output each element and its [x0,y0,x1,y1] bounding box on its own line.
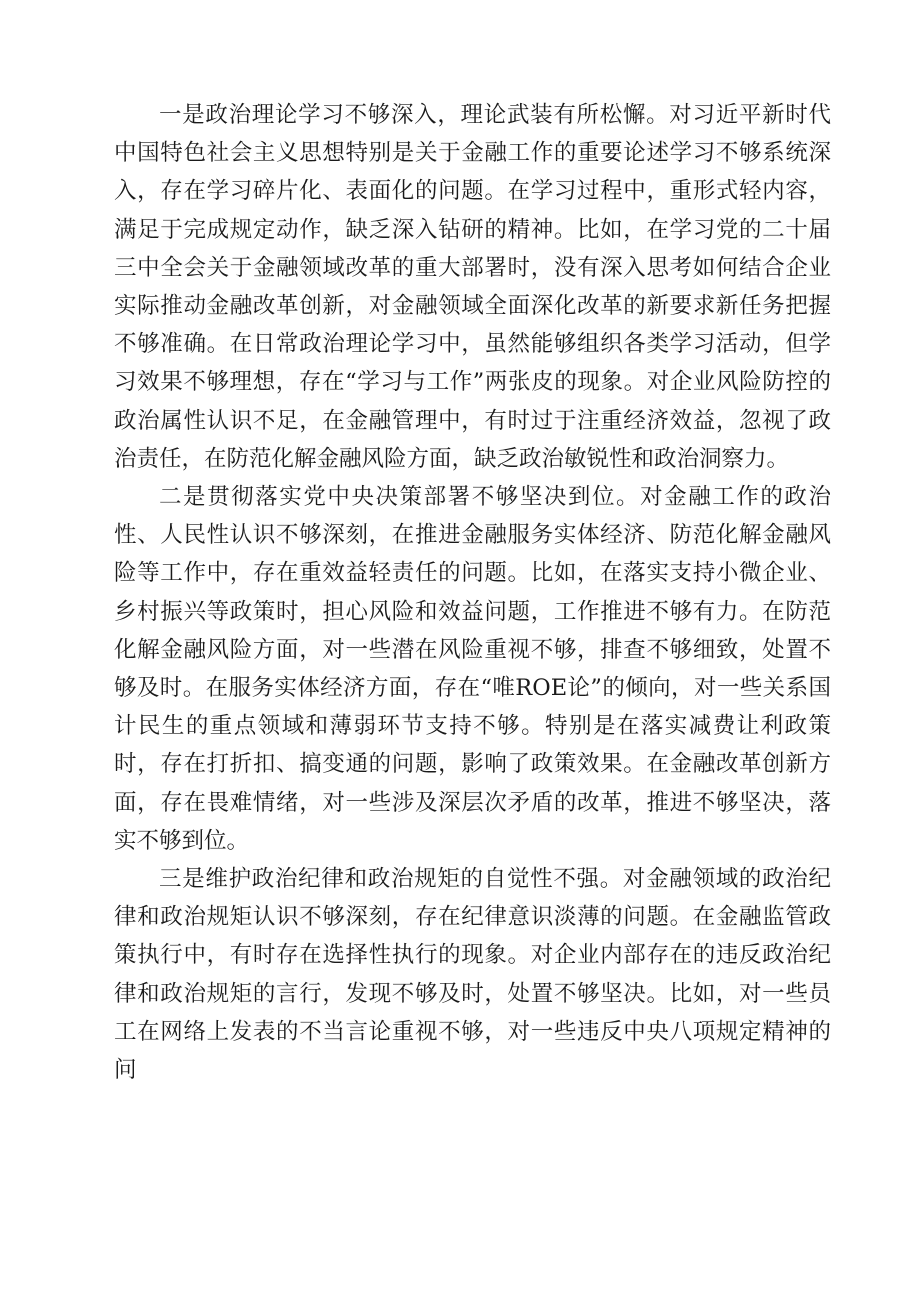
paragraph-political-discipline: 三是维护政治纪律和政治规矩的自觉性不强。对金融领域的政治纪律和政治规矩认识不够深刻，存在纪律意识淡薄的问题。在金融监管政策执行中，有时存在选择性执行的现象。对企业内部存在的违反政治纪律和政治规矩的言行，发现不够及时，处置不够坚决。比如，对一些员工在网络上发表的不当言论重视不够，对一些违反中央八项规定精神的问 [114,866,831,1084]
paragraph-implementing-central-decisions: 二是贯彻落实党中央决策部署不够坚决到位。对金融工作的政治性、人民性认识不够深刻，在推进金融服务实体经济、防范化解金融风险等工作中，存在重效益轻责任的问题。比如，在落实支持小微企业、乡村振兴等政策时，担心风险和效益问题，工作推进不够有力。在防范化解金融风险方面，对一些潜在风险重视不够，排查不够细致，处置不够及时。在服务实体经济方面，存在“唯ROE论”的倾向，对一些关系国计民生的重点领域和薄弱环节支持不够。特别是在落实减费让利政策时，存在打折扣、搞变通的问题，影响了政策效果。在金融改革创新方面，存在畏难情绪，对一些涉及深层次矛盾的改革，推进不够坚决，落实不够到位。 [114,484,831,854]
document-page [114,96,831,1089]
paragraph-political-theory-study: 一是政治理论学习不够深入，理论武装有所松懈。对习近平新时代中国特色社会主义思想特别是关于金融工作的重要论述学习不够系统深入，存在学习碎片化、表面化的问题。在学习过程中，重形式轻内容，满足于完成规定动作，缺乏深入钻研的精神。比如，在学习党的二十届三中全会关于金融领域改革的重大部署时，没有深入思考如何结合企业实际推动金融改革创新，对金融领域全面深化改革的新要求新任务把握不够准确。在日常政治理论学习中，虽然能够组织各类学习活动，但学习效果不够理想，存在“学习与工作”两张皮的现象。对企业风险防控的政治属性认识不足，在金融管理中，有时过于注重经济效益，忽视了政治责任，在防范化解金融风险方面，缺乏政治敏锐性和政治洞察力。 [114,102,831,472]
